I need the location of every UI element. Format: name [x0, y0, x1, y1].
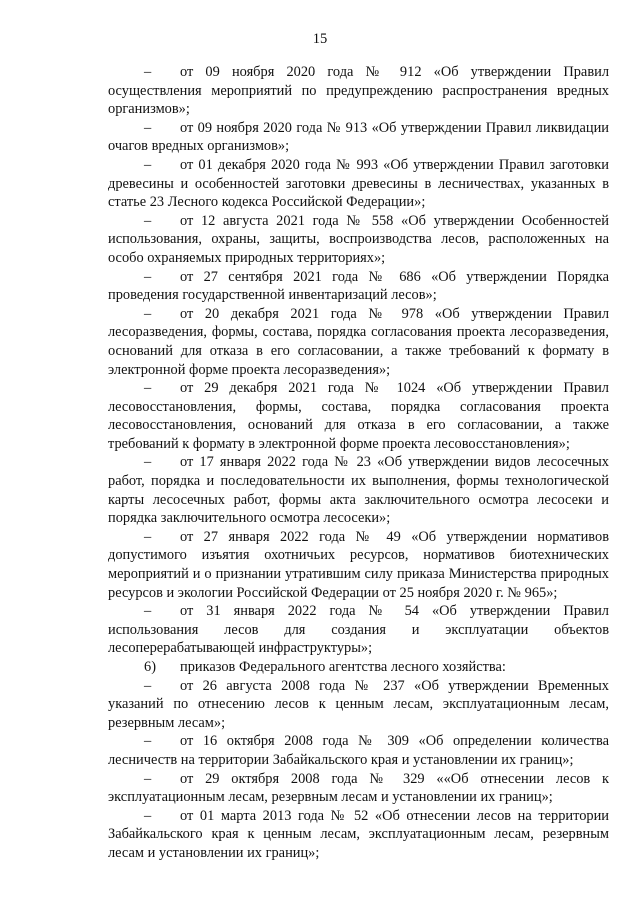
list-marker: –: [144, 603, 152, 620]
list-item-text: от 29 октября 2008 года № 329 ««Об отнесении лесов к эксплуатационным лесам, резервным лесам и установлении их границ»;: [108, 770, 609, 806]
list-item-text: от 09 ноября 2020 года № 913 «Об утверждении Правил ликвидации очагов вредных организмов»;: [108, 119, 609, 155]
list-item-text: от 27 января 2022 года № 49 «Об утверждении нормативов допустимого изъятия охотничьих ресурсов, нормативов биотехнических мероприятий и о признании утратившим силу приказа Министерства природных ресурсов и экологии Российской Федерации от 25 ноября 2020 г. № 965»;: [108, 528, 609, 601]
page-number: 15: [312, 31, 328, 47]
list-item-text: от 01 декабря 2020 года № 993 «Об утверждении Правил заготовки древесины и особенностей заготовки древесины в лесничествах, указанных в статье 23 Лесного кодекса Российской Федерации»;: [108, 156, 609, 211]
list-item-text: от 26 августа 2008 года № 237 «Об утверждении Временных указаний по отнесению лесов к ценным лесам, эксплуатационным лесам, резервным лесам»;: [108, 677, 609, 731]
list-marker: –: [144, 305, 152, 322]
list-marker: –: [144, 268, 152, 285]
list-item: [108, 677, 609, 733]
list-item-text: от 17 января 2022 года № 23 «Об утверждении видов лесосечных работ, порядка и последовательности их выполнения, формы технологической карты лесосечных работ, формы акта заключительного осмотра лесосеки и порядка заключительного осмотра лесосеки»;: [108, 454, 609, 527]
list-marker: –: [144, 119, 152, 136]
list-item: [108, 453, 609, 527]
list-item-text: от 29 декабря 2021 года № 1024 «Об утверждении Правил лесовосстановления, формы, состава, порядка согласования проекта лесовосстановления, оснований для отказа в его согласовании, а также требований к формату в электронной форме проекта лесовосстановления»;: [108, 380, 609, 452]
list-marker: –: [144, 677, 152, 694]
list-item: [108, 770, 609, 807]
list-item: [108, 119, 609, 156]
list-item-text: от 01 марта 2013 года № 52 «Об отнесении лесов на территории Забайкальского края к ценным лесам, эксплуатационным лесам, резервным лесам и установлении их границ»;: [108, 807, 609, 861]
list-item: [108, 305, 609, 379]
list-item-text: от 16 октября 2008 года № 309 «Об определении количества лесничеств на территории Забайкальского края и установлении их границ»;: [108, 733, 609, 768]
document-body: [108, 63, 609, 863]
list-marker: –: [144, 212, 152, 229]
list-item: [108, 602, 609, 658]
list-item: [108, 379, 609, 453]
list-item-text: от 09 ноября 2020 года № 912 «Об утверждении Правил осуществления мероприятий по предупреждению распространения вредных организмов»;: [108, 64, 609, 118]
list-item: [108, 156, 609, 212]
list-marker: –: [144, 156, 152, 173]
list-marker: –: [144, 733, 152, 750]
list-item-text: от 12 августа 2021 года № 558 «Об утверждении Особенностей использования, охраны, защиты, воспроизводства лесов, расположенных на особо охраняемых природных территориях»;: [108, 212, 609, 266]
list-item-text: от 31 января 2022 года № 54 «Об утверждении Правил использования лесов для создания и эксплуатации объектов лесоперерабатывающей инфраструктуры»;: [108, 603, 609, 657]
list-marker: –: [144, 770, 152, 787]
list-item: [108, 528, 609, 602]
list-item-text: от 20 декабря 2021 года № 978 «Об утверждении Правил лесоразведения, формы, состава, порядка согласования проекта лесоразведения, оснований для отказа в его согласовании, а также требований к формату в электронной форме проекта лесоразведения»;: [108, 305, 609, 378]
list-marker: –: [144, 807, 152, 824]
section-heading-text: приказов Федерального агентства лесного хозяйства:: [180, 659, 506, 675]
section-heading-item: [108, 658, 609, 677]
list-marker: –: [144, 64, 152, 80]
list-marker: –: [144, 454, 152, 471]
list-item: [108, 732, 609, 769]
list-marker: –: [144, 528, 152, 545]
section-number: 6): [144, 659, 156, 675]
list-marker: –: [144, 380, 152, 397]
list-item: [108, 268, 609, 305]
list-item: [108, 807, 609, 863]
list-item: [108, 63, 609, 119]
list-item-text: от 27 сентября 2021 года № 686 «Об утверждении Порядка проведения государственной инвентаризаций лесов»;: [108, 268, 609, 304]
list-item: [108, 212, 609, 268]
